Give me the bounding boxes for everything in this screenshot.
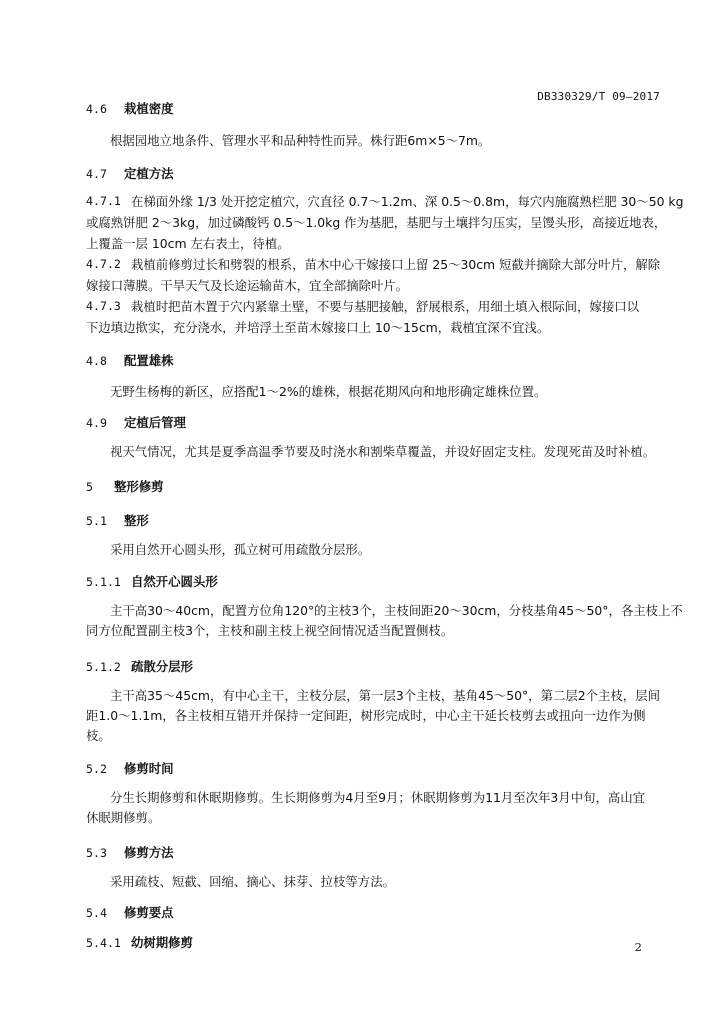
clause-text [131, 296, 659, 317]
text-line: 休眠期修剪。 [86, 810, 161, 825]
heading-5-1-2 [86, 658, 659, 676]
text-line: 上覆盖一层 10cm 左右表土，待植。 [86, 236, 290, 251]
heading-title: 定植后管理 [124, 415, 186, 430]
heading-number: 4.7 [86, 167, 107, 181]
paragraph: 采用疏枝、短截、回缩、摘心、抹芽、拉枝等方法。 [110, 874, 395, 889]
heading-title: 幼树期修剪 [131, 935, 193, 950]
document-body [86, 100, 684, 952]
page-number: 2 [634, 940, 642, 954]
clause-4-7-2 [86, 254, 659, 275]
heading-number: 4.9 [86, 416, 107, 430]
heading-title: 修剪要点 [124, 905, 174, 920]
heading-5-2 [86, 760, 659, 778]
heading-number: 5.1 [86, 514, 107, 528]
heading-5-1 [86, 512, 659, 530]
heading-5-4 [86, 904, 659, 922]
heading-title: 修剪时间 [124, 761, 174, 776]
heading-4-8 [86, 352, 659, 370]
heading-number: 5.1.1 [86, 575, 121, 589]
heading-4-7 [86, 165, 659, 183]
heading-title: 自然开心圆头形 [131, 574, 218, 589]
heading-5 [86, 478, 659, 496]
paragraph: 无野生杨梅的新区，应搭配1～2%的雄株，根据花期风向和地形确定雄株位置。 [110, 384, 547, 399]
text-line: 嫁接口薄膜。干旱天气及长途运输苗木，宜全部摘除叶片。 [86, 278, 409, 293]
heading-number: 5 [86, 480, 93, 494]
heading-title: 定植方法 [124, 166, 174, 181]
heading-number: 5.2 [86, 762, 107, 776]
heading-title: 配置雄株 [124, 353, 174, 368]
text-line: 栽植前修剪过长和劈裂的根系，苗木中心干嫁接口上留 25～30cm 短截并摘除大部分叶片，解除 [131, 257, 661, 272]
heading-5-4-1 [86, 934, 659, 952]
heading-5-3 [86, 844, 659, 862]
clause-4-7-3 [86, 296, 659, 317]
paragraph: 根据园地立地条件、管理水平和品种特性而异。株行距6m×5～7m。 [110, 133, 491, 148]
heading-title: 整形修剪 [114, 479, 164, 494]
heading-number: 5.4 [86, 906, 107, 920]
heading-title: 疏散分层形 [131, 659, 193, 674]
heading-number: 5.1.2 [86, 660, 121, 674]
standard-code: DB330329/T 09—2017 [537, 90, 660, 103]
heading-number: 5.4.1 [86, 936, 121, 950]
heading-title: 整形 [124, 513, 149, 528]
text-line: 或腐熟饼肥 2～3kg，加过磷酸钙 0.5～1.0kg 作为基肥，基肥与土壤拌匀压实，呈馒头形，高接近地表， [86, 215, 667, 230]
text-line: 同方位配置副主枝3个，主枝和副主枝上视空间情况适当配置侧枝。 [86, 623, 454, 638]
clause-number: 4.7.2 [86, 257, 121, 271]
clause-number: 4.7.1 [86, 194, 121, 208]
heading-title: 栽植密度 [124, 101, 174, 116]
text-line: 枝。 [86, 728, 111, 743]
heading-4-9 [86, 414, 659, 432]
clause-4-7-1 [86, 191, 684, 212]
text-line: 分生长期修剪和休眠期修剪。生长期修剪为4月至9月；休眠期修剪为11月至次年3月中旬，高山宜 [110, 790, 646, 805]
heading-4-6 [86, 100, 659, 118]
text-line: 栽植时把苗木置于穴内紧靠土壁，不要与基肥接触，舒展根系，用细土填入根际间，嫁接口以 [131, 299, 640, 314]
text-line: 主干高30～40cm，配置方位角120°的主枝3个，主枝间距20～30cm，分枝基角45～50°，各主枝上不 [110, 603, 683, 618]
heading-5-1-1 [86, 573, 659, 591]
text-line: 在梯面外缘 1/3 处开挖定植穴，穴直径 0.7～1.2m、深 0.5～0.8m，每穴内施腐熟栏肥 30～50 kg [131, 194, 684, 209]
text-line: 距1.0～1.1m，各主枝相互错开并保持一定间距，树形完成时，中心主干延长枝剪去或扭向一边作为侧 [86, 708, 646, 723]
text-line: 主干高35～45cm，有中心主干，主枝分层，第一层3个主枝，基角45～50°，第二层2个主枝，层间 [110, 688, 660, 703]
heading-number: 4.6 [86, 102, 107, 116]
paragraph: 采用自然开心圆头形，孤立树可用疏散分层形。 [110, 542, 371, 557]
heading-number: 4.8 [86, 354, 107, 368]
clause-text [131, 191, 683, 212]
clause-text [131, 254, 660, 275]
text-line: 下边填边揿实，充分浇水，并培浮土至苗木嫁接口上 10～15cm，栽植宜深不宜浅。 [86, 320, 550, 335]
paragraph: 视天气情况，尤其是夏季高温季节要及时浇水和割柴草覆盖，并设好固定支柱。发现死苗及时补植。 [110, 444, 656, 459]
heading-number: 5.3 [86, 846, 107, 860]
heading-title: 修剪方法 [124, 845, 174, 860]
clause-number: 4.7.3 [86, 299, 121, 313]
